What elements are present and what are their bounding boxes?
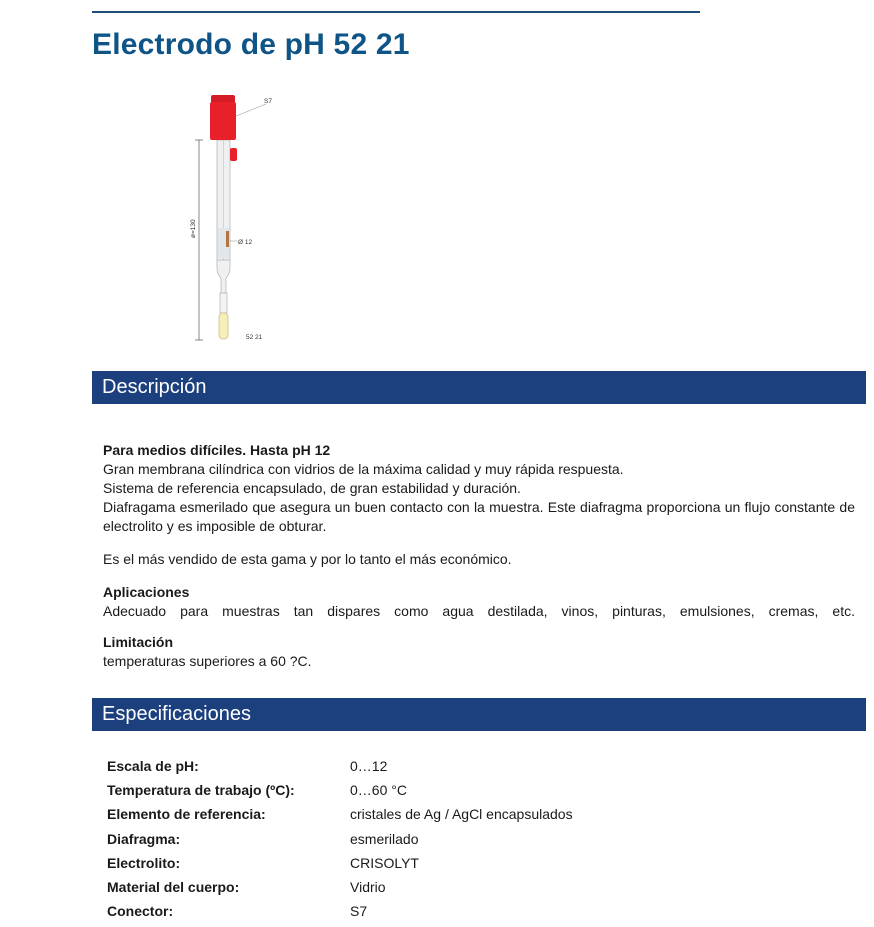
- limitation-text: temperaturas superiores a 60 ?C.: [103, 653, 312, 669]
- electrode-diagram: [180, 88, 290, 348]
- spec-row: [103, 875, 573, 899]
- spec-value: S7: [350, 903, 368, 920]
- spec-row: [103, 851, 573, 875]
- connector-cap: [210, 102, 236, 140]
- specs-table: [103, 754, 573, 923]
- length-label: ø=130: [190, 219, 197, 238]
- specs-title: Especificaciones: [102, 703, 251, 725]
- spec-label: Elemento de referencia:: [107, 806, 266, 823]
- spec-row: [103, 778, 573, 802]
- page-title: Electrodo de pH 52 21: [92, 28, 410, 61]
- connector-cap-top: [211, 95, 235, 103]
- specs-header: [92, 698, 866, 731]
- spec-value: 0…60 °C: [350, 782, 407, 799]
- spec-label: Material del cuerpo:: [107, 879, 240, 896]
- description-header: [92, 371, 866, 404]
- description-paragraph: Es el más vendido de esta gama y por lo tanto el más económico.: [103, 551, 512, 567]
- description-heading: Para medios difíciles. Hasta pH 12: [103, 442, 331, 458]
- description-line: Diafragama esmerilado que asegura un buen contacto con la muestra. Este diafragma proporciona un flujo constante de electrolito y es imposible de obturar.: [103, 499, 855, 534]
- top-rule: [92, 11, 700, 13]
- spec-label: Diafragma:: [107, 830, 181, 847]
- spec-value: esmerilado: [350, 830, 419, 847]
- electrode-figure: [180, 88, 290, 348]
- diameter-label: Ø 12: [238, 239, 253, 246]
- description-body: [103, 441, 855, 671]
- description-line: Sistema de referencia encapsulado, de gran estabilidad y duración.: [103, 480, 521, 496]
- applications-heading: Aplicaciones: [103, 584, 190, 600]
- spec-value: cristales de Ag / AgCl encapsulados: [350, 806, 573, 823]
- model-label: 52 21: [246, 334, 263, 341]
- applications-text: Adecuado para muestras tan dispares como agua destilada, vinos, pinturas, emulsiones, cremas, etc.: [103, 603, 855, 619]
- limitation-heading: Limitación: [103, 634, 174, 650]
- refill-port: [230, 148, 237, 161]
- spec-value: 0…12: [350, 758, 388, 775]
- spec-row: [103, 899, 573, 923]
- spec-row: [103, 827, 573, 851]
- connector-label: S7: [264, 98, 272, 105]
- spec-value: Vidrio: [350, 879, 386, 896]
- description-line: Gran membrana cilíndrica con vidrios de la máxima calidad y muy rápida respuesta.: [103, 461, 624, 477]
- spec-row: [103, 802, 573, 826]
- description-title: Descripción: [102, 376, 207, 398]
- spec-label: Conector:: [107, 903, 174, 920]
- reference-element: [226, 231, 229, 247]
- spec-value: CRISOLYT: [350, 854, 419, 871]
- spec-label: Temperatura de trabajo (ºC):: [107, 782, 295, 799]
- spec-row: [103, 754, 573, 778]
- spec-label: Escala de pH:: [107, 758, 199, 775]
- spec-label: Electrolito:: [107, 854, 181, 871]
- glass-membrane: [219, 313, 228, 339]
